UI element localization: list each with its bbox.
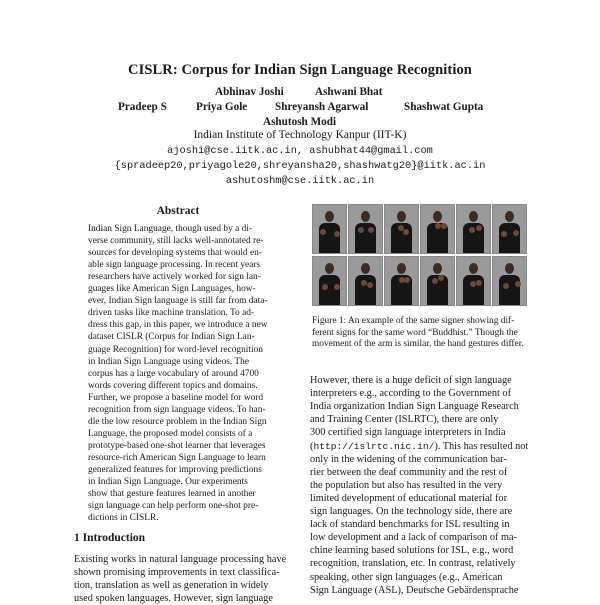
author-name: Abhinav Joshi	[215, 86, 284, 98]
body-text-line: Existing works in natural language processing have	[74, 554, 287, 565]
body-text-line	[310, 440, 532, 453]
abstract-line: in Indian Sign Language. Our experiments	[88, 477, 248, 488]
signer-frame	[348, 256, 383, 306]
body-text-line: used spoken languages. However, sign language	[74, 593, 273, 604]
signer-head	[469, 211, 478, 222]
body-text-line: interpreters e.g., according to the Government of	[310, 388, 512, 400]
signer-head	[469, 263, 478, 274]
abstract-line: dictions in CISLR.	[88, 513, 159, 524]
signer-hand	[469, 227, 475, 233]
signer-head	[433, 263, 442, 274]
abstract-line: in Indian Sign Language using videos. The	[88, 356, 249, 367]
section-heading-introduction: 1 Introduction	[74, 532, 146, 544]
signer-head	[505, 263, 514, 274]
email-line: ashutoshm@cse.iitk.ac.in	[225, 175, 375, 187]
abstract-line: sign language can help perform one-shot pre-	[88, 501, 259, 512]
abstract-line: driven tasks like machine translation. To ad-	[88, 308, 255, 319]
author-name: Ashutosh Modi	[263, 116, 337, 128]
signer-hand	[322, 284, 328, 290]
body-text-line: low development and a lack of comparison of ma-	[310, 532, 518, 544]
islrtc-url-link[interactable]: http://islrtc.nic.in/	[313, 440, 435, 452]
signer-head	[505, 211, 514, 222]
abstract-line: guage Recognition) for word-level recognition	[88, 344, 263, 355]
body-text-line: Sign Language (ASL), Deutsche Gebärdensprache	[310, 584, 519, 596]
signer-torso	[499, 275, 520, 305]
url-prefix: (	[310, 440, 314, 452]
abstract-line: Language, the proposed model consists of a	[88, 428, 253, 439]
affiliation: Indian Institute of Technology Kanpur (IIT-K)	[193, 129, 407, 141]
abstract-line: prototype-based one-shot learner that leverages	[88, 440, 266, 451]
signer-frame	[420, 204, 455, 254]
body-text-line: 300 certified sign language interpreters in India	[310, 427, 506, 439]
abstract-line: dle the low resource problem in the Indian Sign	[88, 416, 267, 427]
body-text-line: chine learning based solutions for ISL, e.g., word	[310, 545, 514, 557]
body-text-line: lack of standard benchmarks for ISL resulting in	[310, 519, 510, 531]
signer-frame	[312, 256, 347, 306]
body-text-line: rier between the deaf community and the rest of	[310, 466, 508, 478]
abstract-line: dress this gap, in this paper, we introduce a new	[88, 320, 268, 331]
author-name: Ashwani Bhat	[315, 86, 383, 98]
caption-line: Figure 1: An example of the same signer showing dif-	[312, 316, 515, 326]
signer-head	[433, 211, 442, 222]
body-text-line: and Training Center (ISLRTC), there are only	[310, 414, 499, 426]
abstract-line: corpus has a large vocabulary of around 4700	[88, 368, 259, 379]
caption-line: ferent signs for the same word “Buddhist.” Though the	[312, 327, 518, 338]
signer-torso	[319, 275, 340, 305]
signer-hand	[404, 277, 410, 283]
signer-head	[325, 211, 334, 222]
abstract-line: generalized features for improving predictions	[88, 465, 262, 475]
signer-frame	[420, 256, 455, 306]
paper-title: CISLR: Corpus for Indian Sign Language Recognition	[128, 62, 472, 78]
signer-hand	[367, 282, 373, 288]
signer-hand	[358, 227, 364, 233]
author-name: Priya Gole	[196, 101, 248, 113]
signer-frame	[456, 204, 491, 254]
body-text-line: sign languages. On the technology side, there are	[310, 506, 513, 517]
signer-torso	[463, 275, 484, 305]
body-text-line: speaking, other sign languages (e.g., American	[310, 571, 503, 583]
body-text-line: only in the widening of the communication bar-	[310, 453, 507, 465]
body-text-line: shown promising improvements in text classifica-	[74, 567, 280, 578]
signer-hand	[334, 231, 340, 237]
signer-hand	[476, 280, 482, 286]
body-text-line: the population but also has resulted in the very	[310, 479, 503, 491]
signer-torso	[319, 223, 340, 253]
signer-hand	[320, 229, 326, 235]
signer-frame	[492, 204, 527, 254]
body-text-line: limited development of educational material for	[310, 492, 507, 504]
abstract-line: researchers have actively worked for sign lan-	[88, 272, 261, 283]
email-line: ajoshi@cse.iitk.ac.in, ashubhat44@gmail.com	[167, 145, 433, 157]
figure-signer-grid	[312, 204, 526, 308]
body-text-line: India organization Indian Sign Language Research	[310, 401, 519, 413]
signer-hand	[501, 231, 507, 237]
abstract-line: verse community, still lacks well-annotated re-	[88, 236, 264, 247]
url-suffix: ). This has resulted not	[434, 440, 529, 452]
signer-frame	[384, 204, 419, 254]
signer-head	[361, 211, 370, 222]
signer-torso	[499, 223, 520, 253]
signer-hand	[334, 284, 340, 290]
signer-frame	[492, 256, 527, 306]
signer-head	[361, 263, 370, 274]
author-name: Pradeep S	[118, 101, 167, 113]
signer-hand	[476, 225, 482, 231]
email-line: {spradeep20,priyagole20,shreyansha20,shashwatg20}@iitk.ac.in	[114, 160, 486, 172]
author-name: Shashwat Gupta	[404, 101, 484, 113]
body-text-line: tion, translation as well as generation in widely	[74, 580, 269, 591]
abstract-line: Indian Sign Language, though used by a di-	[88, 224, 253, 234]
abstract-line: dataset CISLR (Corpus for Indian Sign Lan-	[88, 332, 255, 343]
signer-hand	[441, 223, 447, 229]
signer-frame	[348, 204, 383, 254]
caption-line: movement of the arm is similar, the hand gestures differ.	[312, 339, 524, 350]
signer-hand	[513, 230, 519, 236]
signer-hand	[432, 278, 438, 284]
abstract-line: Further, we propose a baseline model for word	[88, 392, 264, 403]
abstract-line: show that gesture features learned in another	[88, 489, 256, 500]
signer-hand	[368, 227, 374, 233]
signer-hand	[515, 281, 521, 287]
signer-head	[397, 211, 406, 222]
signer-hand	[438, 275, 444, 281]
author-name: Shreyansh Agarwal	[275, 101, 369, 113]
body-text-line: However, there is a huge deficit of sign language	[310, 375, 512, 386]
abstract-line: ever, Indian Sign language is still far from data-	[88, 296, 268, 307]
body-text-line: recognition, translation, etc. In contrast, relatively	[310, 558, 516, 570]
abstract-line: guages like American Sign Languages, how-	[88, 284, 256, 295]
abstract-line: able sign language processing. In recent years	[88, 260, 261, 271]
abstract-line: sources for developing systems that would en-	[88, 248, 262, 259]
signer-frame	[312, 204, 347, 254]
abstract-heading: Abstract	[156, 205, 200, 217]
abstract-line: recognition from sign language videos. To han-	[88, 404, 266, 415]
signer-head	[325, 263, 334, 274]
signer-head	[397, 263, 406, 274]
signer-hand	[503, 283, 509, 289]
signer-hand	[403, 229, 409, 235]
signer-frame	[456, 256, 491, 306]
signer-frame	[384, 256, 419, 306]
abstract-line: words covering different topics and domains.	[88, 380, 258, 391]
abstract-line: resource-rich American Sign Language to learn	[88, 452, 266, 463]
